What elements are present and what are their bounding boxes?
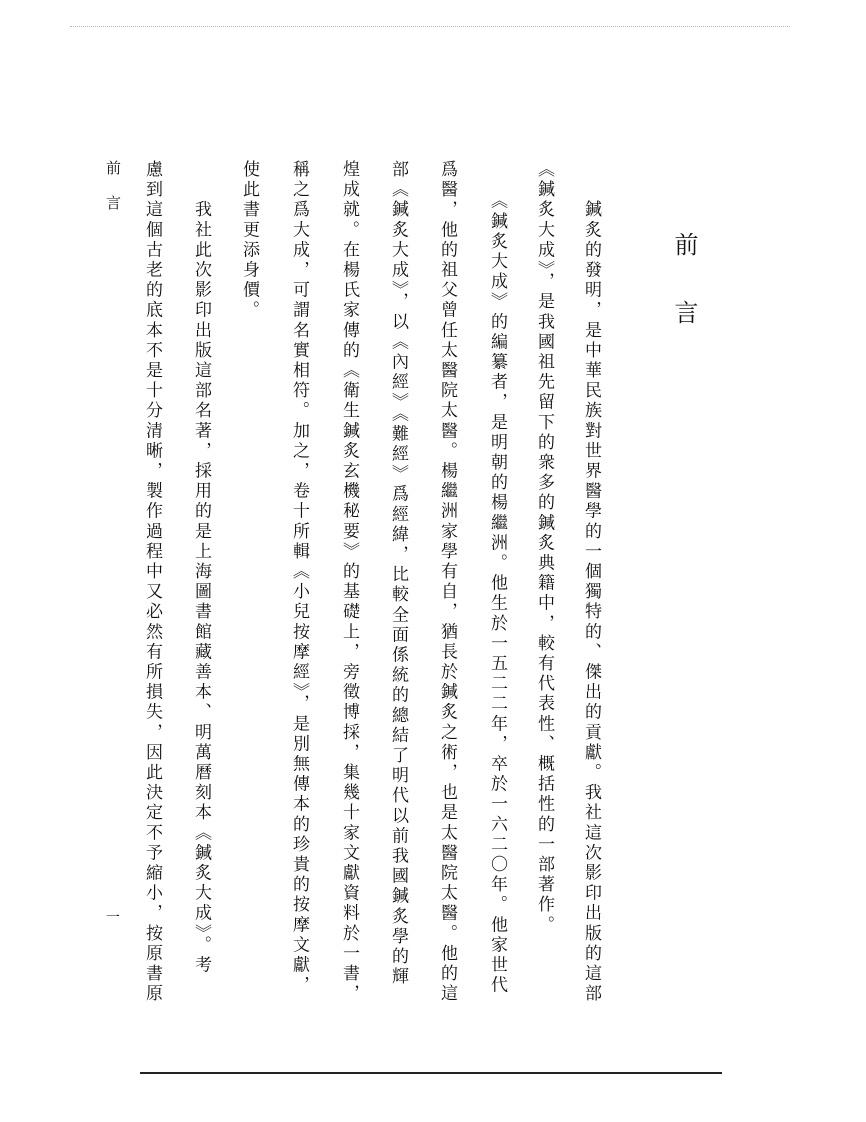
text-column-1: 鍼炙的發明，是中華民族對世界醫學的一個獨特的、傑出的貢獻。我社這次影印出版的這部 xyxy=(581,160,601,1005)
text-column-5: 部《鍼炙大成》，以《內經》《難經》爲經緯，比較全面係統的總結了明代以前我國鍼炙學的輝 xyxy=(388,160,408,988)
page-number: 一 xyxy=(106,910,120,926)
text-column-9: 我社此次影印出版這部名著，採用的是上海圖書館藏善本、明萬曆刻本《鍼炙大成》。考 xyxy=(191,160,211,976)
scan-artifact-line xyxy=(70,26,790,31)
text-column-7: 稱之爲大成，可謂名實相符。加之，卷十所輯《小兒按摩經》，是別無傳本的珍貴的按摩文獻， xyxy=(289,160,309,996)
text-column-2: 《鍼炙大成》，是我國祖先留下的衆多的鍼炙典籍中，較有代表性、概括性的一部著作。 xyxy=(534,160,554,936)
running-head: 前言 xyxy=(104,160,122,230)
page-title: 前言 xyxy=(670,232,698,368)
text-column-4: 爲醫，他的祖父曾任太醫院太醫。楊繼洲家學有自，猶長於鍼炙之術，也是太醫院太醫。他的這 xyxy=(437,160,457,1005)
bottom-rule xyxy=(140,1072,722,1074)
text-column-10: 慮到這個古老的底本不是十分清晰，製作過程中又必然有所損失，因此決定不予縮小，按原書原 xyxy=(142,160,162,1005)
text-column-3: 《鍼炙大成》的編纂者，是明朝的楊繼洲。他生於一五二二年，卒於一六二〇年。他家世代 xyxy=(487,160,507,996)
text-column-8: 使此書更添身價。 xyxy=(239,160,259,321)
text-column-6: 煌成就。在楊氏家傳的《衛生鍼炙玄機秘要》的基礎上，旁徵博採，集幾十家文獻資料於一書， xyxy=(339,160,359,1005)
